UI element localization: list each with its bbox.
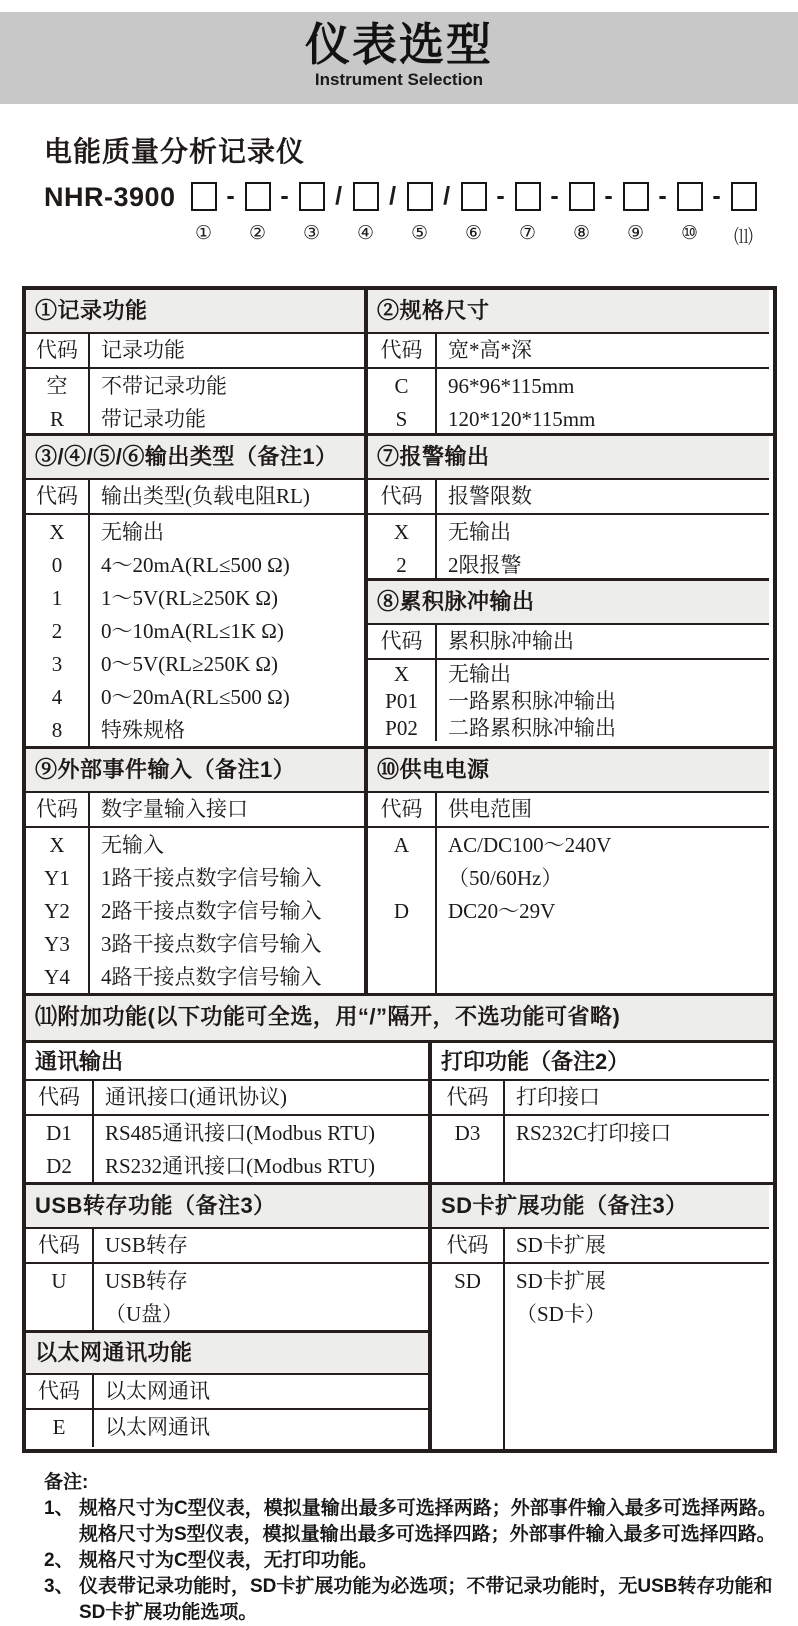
separator-7: - bbox=[550, 182, 559, 210]
code-header: 代码 bbox=[26, 793, 90, 826]
code-cell: X bbox=[49, 520, 65, 544]
header-row-alarm bbox=[368, 480, 769, 515]
code-header: 代码 bbox=[368, 793, 437, 826]
code-header: 代码 bbox=[368, 480, 437, 513]
desc-cell: （SD卡） bbox=[516, 1302, 606, 1326]
code-header: 代码 bbox=[26, 480, 90, 513]
model-position-5 bbox=[405, 182, 435, 245]
model-position-1 bbox=[189, 182, 219, 245]
data-block-recording bbox=[26, 369, 364, 433]
code-cells bbox=[26, 1410, 94, 1447]
header-row-ethernet bbox=[26, 1375, 428, 1410]
desc-cell: 4路干接点数字信号输入 bbox=[101, 965, 322, 989]
header-row-comm bbox=[26, 1081, 428, 1116]
data-block-output bbox=[26, 515, 364, 746]
code-cells bbox=[26, 369, 90, 433]
position-number-11: ⑾ bbox=[734, 227, 754, 248]
data-block-comm bbox=[26, 1116, 428, 1182]
note-line: 规格尺寸为S型仪表，模拟量输出最多可选择四路；外部事件输入最多可选择四路。 bbox=[79, 1524, 776, 1545]
section-alarm-pulse bbox=[368, 436, 769, 746]
code-cells bbox=[368, 660, 437, 741]
code-cell: S bbox=[395, 407, 408, 431]
position-number-9: ⑨ bbox=[627, 223, 645, 244]
selection-box-5 bbox=[407, 182, 433, 211]
header-row-size bbox=[368, 334, 769, 369]
desc-header: 报警限数 bbox=[448, 484, 532, 508]
selection-table bbox=[22, 286, 777, 1453]
code-cell: D1 bbox=[46, 1121, 72, 1145]
code-cell bbox=[26, 1298, 92, 1331]
code-cell: D3 bbox=[454, 1121, 481, 1145]
header-row-sd bbox=[432, 1229, 769, 1264]
desc-cell: USB转存 bbox=[105, 1269, 188, 1293]
section-title-ethernet: 以太网通讯功能 bbox=[26, 1333, 428, 1375]
note-number: 2、 bbox=[44, 1550, 74, 1571]
code-cell: 2 bbox=[396, 553, 407, 577]
section-print bbox=[432, 1043, 769, 1182]
banner-title: 仪表选型 bbox=[304, 19, 493, 70]
code-cell: X bbox=[393, 520, 410, 544]
section-title-print: 打印功能（备注2） bbox=[432, 1043, 769, 1081]
model-position-7 bbox=[513, 182, 543, 245]
code-cell: C bbox=[394, 374, 409, 398]
separator-1: - bbox=[226, 182, 235, 210]
section-title-comm: 通讯输出 bbox=[26, 1043, 428, 1081]
desc-cell: 二路累积脉冲输出 bbox=[448, 716, 616, 740]
section-title-alarm: ⑦报警输出 bbox=[368, 436, 769, 480]
code-cell: X bbox=[49, 833, 65, 857]
desc-cell: 1～5V(RL≥250K Ω) bbox=[101, 586, 279, 610]
data-block-power bbox=[368, 828, 769, 993]
code-cell: Y3 bbox=[44, 932, 70, 956]
selection-box-3 bbox=[299, 182, 325, 211]
desc-cell: AC/DC100～240V bbox=[448, 833, 612, 857]
section-title-recording: ①记录功能 bbox=[26, 290, 364, 334]
desc-cells bbox=[505, 1264, 769, 1449]
desc-cell: 特殊规格 bbox=[101, 718, 185, 742]
code-cell: 8 bbox=[51, 718, 63, 742]
code-cells bbox=[26, 1116, 94, 1182]
code-header: 代码 bbox=[432, 1229, 505, 1262]
desc-cell: RS232C打印接口 bbox=[516, 1121, 672, 1145]
note-lines bbox=[79, 1548, 798, 1574]
separator-3: / bbox=[335, 182, 343, 210]
desc-cell: 0～5V(RL≥250K Ω) bbox=[101, 652, 279, 676]
model-position-4 bbox=[351, 182, 381, 245]
desc-cell: 一路累积脉冲输出 bbox=[448, 689, 616, 713]
note-number: 3、 bbox=[44, 1576, 74, 1597]
code-header: 代码 bbox=[368, 625, 437, 658]
data-block-alarm bbox=[368, 515, 769, 581]
desc-cell: 0～20mA(RL≤500 Ω) bbox=[101, 685, 290, 709]
banner-subtitle: Instrument Selection bbox=[314, 70, 484, 89]
data-block-sd bbox=[432, 1264, 769, 1449]
note-line: 规格尺寸为C型仪表，无打印功能。 bbox=[79, 1550, 378, 1571]
selection-box-8 bbox=[569, 182, 595, 211]
section-title-size: ②规格尺寸 bbox=[368, 290, 769, 334]
desc-cell: 无输出 bbox=[448, 520, 511, 544]
note-line: 仪表带记录功能时，SD卡扩展功能为必选项；不带记录功能时，无USB转存功能和 bbox=[79, 1576, 773, 1597]
desc-cell: RS232通讯接口(Modbus RTU) bbox=[105, 1154, 376, 1178]
notes-label: 备注: bbox=[44, 1472, 89, 1493]
data-block-size bbox=[368, 369, 769, 433]
code-cell: SD bbox=[454, 1269, 481, 1293]
band-event-power bbox=[26, 749, 773, 996]
header-row-print bbox=[432, 1081, 769, 1116]
code-cell: D bbox=[393, 899, 410, 923]
notes bbox=[44, 1469, 798, 1626]
desc-cells bbox=[90, 515, 364, 746]
selection-box-6 bbox=[461, 182, 487, 211]
section-title-sd: SD卡扩展功能（备注3） bbox=[432, 1185, 769, 1229]
separator-8: - bbox=[604, 182, 613, 210]
position-number-1: ① bbox=[195, 223, 213, 244]
desc-cell: 无输出 bbox=[101, 520, 164, 544]
selection-box-2 bbox=[245, 182, 271, 211]
selection-box-7 bbox=[515, 182, 541, 211]
code-header: 代码 bbox=[26, 1229, 94, 1262]
header-row-output bbox=[26, 480, 364, 515]
code-header: 代码 bbox=[368, 334, 437, 367]
code-cells bbox=[368, 515, 437, 578]
separator-10: - bbox=[712, 182, 721, 210]
desc-cell: 不带记录功能 bbox=[101, 374, 227, 398]
desc-cells bbox=[94, 1410, 428, 1447]
selection-box-1 bbox=[191, 182, 217, 211]
header-row-usb bbox=[26, 1229, 428, 1264]
header-row-event bbox=[26, 793, 364, 828]
section-usb-eth bbox=[26, 1185, 432, 1449]
section-title-event: ⑨外部事件输入（备注1） bbox=[26, 749, 364, 793]
code-cells bbox=[368, 369, 437, 433]
code-cell: X bbox=[393, 662, 410, 686]
code-cell: D2 bbox=[46, 1154, 72, 1178]
header-row-pulse bbox=[368, 625, 769, 660]
model-code-diagram bbox=[44, 182, 798, 249]
product-title: 电能质量分析记录仪 bbox=[44, 136, 306, 167]
separator-5: / bbox=[443, 182, 451, 210]
desc-cell: （50/60Hz） bbox=[448, 866, 563, 890]
note-item-2 bbox=[44, 1548, 798, 1574]
header-row-power bbox=[368, 793, 769, 828]
position-number-7: ⑦ bbox=[519, 223, 537, 244]
data-block-usb bbox=[26, 1264, 428, 1333]
code-cell: Y4 bbox=[44, 965, 70, 989]
desc-cell: 0～10mA(RL≤1K Ω) bbox=[101, 619, 284, 643]
desc-cell: 带记录功能 bbox=[101, 407, 206, 431]
code-cell bbox=[432, 1298, 503, 1331]
desc-cells bbox=[437, 369, 769, 433]
header-row-recording bbox=[26, 334, 364, 369]
model-position-2 bbox=[243, 182, 273, 245]
model-position-11 bbox=[729, 182, 759, 249]
section-sd bbox=[432, 1185, 769, 1449]
band-usb-sd bbox=[26, 1185, 773, 1449]
desc-header: 记录功能 bbox=[101, 338, 185, 362]
model-position-10 bbox=[675, 182, 705, 245]
code-cell: 1 bbox=[51, 586, 63, 610]
model-position-9 bbox=[621, 182, 651, 245]
note-line: SD卡扩展功能选项。 bbox=[79, 1602, 258, 1623]
desc-cell: 无输出 bbox=[448, 662, 511, 686]
desc-cells bbox=[437, 515, 769, 578]
code-cell: 0 bbox=[51, 553, 63, 577]
note-lines bbox=[79, 1496, 798, 1548]
code-cell: Y1 bbox=[44, 866, 70, 890]
desc-cell: 以太网通讯 bbox=[105, 1415, 210, 1439]
section-event-input bbox=[26, 749, 368, 993]
desc-cell: 4～20mA(RL≤500 Ω) bbox=[101, 553, 290, 577]
code-cell: 空 bbox=[46, 374, 68, 398]
code-cells bbox=[368, 828, 437, 993]
position-number-3: ③ bbox=[303, 223, 321, 244]
code-cell: P02 bbox=[385, 716, 418, 740]
desc-cells bbox=[90, 369, 364, 433]
position-number-4: ④ bbox=[357, 223, 375, 244]
code-cell bbox=[368, 862, 435, 895]
selection-box-11 bbox=[731, 182, 757, 211]
position-number-6: ⑥ bbox=[465, 223, 483, 244]
desc-header: 供电范围 bbox=[448, 797, 532, 821]
note-item-1 bbox=[44, 1496, 798, 1548]
model-position-3 bbox=[297, 182, 327, 245]
data-block-print bbox=[432, 1116, 769, 1182]
desc-header: 以太网通讯 bbox=[105, 1379, 210, 1403]
code-cells bbox=[26, 828, 90, 993]
desc-cell: （U盘） bbox=[105, 1302, 184, 1326]
code-cell: E bbox=[52, 1415, 66, 1439]
code-cell: P01 bbox=[385, 689, 418, 713]
code-header: 代码 bbox=[26, 1081, 94, 1114]
desc-cells bbox=[505, 1116, 769, 1182]
desc-header: 宽*高*深 bbox=[448, 338, 532, 362]
model-position-6 bbox=[459, 182, 489, 245]
section-power-supply bbox=[368, 749, 769, 993]
desc-cells bbox=[437, 660, 769, 741]
section-title-output: ③/④/⑤/⑥输出类型（备注1） bbox=[26, 436, 364, 480]
position-number-8: ⑧ bbox=[573, 223, 591, 244]
note-item-3 bbox=[44, 1574, 798, 1626]
band-extra-title bbox=[26, 996, 773, 1043]
code-cell: Y2 bbox=[44, 899, 70, 923]
desc-cell: RS485通讯接口(Modbus RTU) bbox=[105, 1121, 376, 1145]
code-cells bbox=[26, 1264, 94, 1330]
desc-header: SD卡扩展 bbox=[516, 1233, 606, 1257]
section-title-usb: USB转存功能（备注3） bbox=[26, 1185, 428, 1229]
section-title-power: ⑩供电电源 bbox=[368, 749, 769, 793]
band-output-alarm bbox=[26, 436, 773, 749]
desc-cell: DC20～29V bbox=[448, 899, 556, 923]
section-comm bbox=[26, 1043, 432, 1182]
page-banner bbox=[0, 12, 798, 104]
code-cell: A bbox=[393, 833, 410, 857]
desc-cells bbox=[90, 828, 364, 993]
desc-cell: 2限报警 bbox=[448, 553, 522, 577]
desc-cell: 无输入 bbox=[101, 833, 164, 857]
model-position-8 bbox=[567, 182, 597, 245]
code-cell: U bbox=[51, 1269, 67, 1293]
desc-header: 打印接口 bbox=[516, 1085, 600, 1109]
code-cells bbox=[432, 1264, 505, 1449]
desc-cell: SD卡扩展 bbox=[516, 1269, 606, 1293]
note-number: 1、 bbox=[44, 1498, 74, 1519]
section-recording bbox=[26, 290, 368, 433]
desc-cell: 3路干接点数字信号输入 bbox=[101, 932, 322, 956]
desc-header: USB转存 bbox=[105, 1233, 188, 1257]
code-cell: 3 bbox=[51, 652, 63, 676]
separator-4: / bbox=[389, 182, 397, 210]
code-cell: 4 bbox=[51, 685, 63, 709]
desc-cell: 96*96*115mm bbox=[448, 374, 575, 398]
desc-header: 输出类型(负载电阻RL) bbox=[101, 484, 310, 508]
data-block-event bbox=[26, 828, 364, 993]
desc-cell: 1路干接点数字信号输入 bbox=[101, 866, 322, 890]
desc-header: 通讯接口(通讯协议) bbox=[105, 1085, 287, 1109]
separator-6: - bbox=[496, 182, 505, 210]
desc-cell: 120*120*115mm bbox=[448, 407, 596, 431]
separator-2: - bbox=[280, 182, 289, 210]
selection-box-10 bbox=[677, 182, 703, 211]
section-size bbox=[368, 290, 769, 433]
section-title-extra: ⑾附加功能(以下功能可全选，用“/”隔开，不选功能可省略) bbox=[26, 996, 773, 1040]
desc-header: 累积脉冲输出 bbox=[448, 629, 574, 653]
position-number-2: ② bbox=[249, 223, 267, 244]
code-cells bbox=[26, 515, 90, 746]
data-block-ethernet bbox=[26, 1410, 428, 1447]
code-cell: R bbox=[49, 407, 64, 431]
desc-cells bbox=[94, 1116, 428, 1182]
data-block-pulse bbox=[368, 660, 769, 741]
desc-cells bbox=[437, 828, 769, 993]
position-number-5: ⑤ bbox=[411, 223, 429, 244]
code-cells bbox=[432, 1116, 505, 1182]
note-line: 规格尺寸为C型仪表，模拟量输出最多可选择两路；外部事件输入最多可选择两路。 bbox=[79, 1498, 777, 1519]
band-comm-print bbox=[26, 1043, 773, 1185]
section-title-pulse: ⑧累积脉冲输出 bbox=[368, 581, 769, 625]
band-recording-size bbox=[26, 290, 773, 436]
model-number: NHR-3900 bbox=[44, 182, 176, 212]
note-lines bbox=[79, 1574, 798, 1626]
section-output-type bbox=[26, 436, 368, 746]
selection-box-4 bbox=[353, 182, 379, 211]
selection-box-9 bbox=[623, 182, 649, 211]
desc-header: 数字量输入接口 bbox=[101, 797, 248, 821]
code-header: 代码 bbox=[432, 1081, 505, 1114]
code-cell: 2 bbox=[51, 619, 63, 643]
desc-cells bbox=[94, 1264, 428, 1330]
position-number-10: ⑩ bbox=[681, 223, 699, 244]
separator-9: - bbox=[658, 182, 667, 210]
desc-cell: 2路干接点数字信号输入 bbox=[101, 899, 322, 923]
code-header: 代码 bbox=[26, 1375, 94, 1408]
code-header: 代码 bbox=[26, 334, 90, 367]
section-extra bbox=[26, 996, 773, 1040]
